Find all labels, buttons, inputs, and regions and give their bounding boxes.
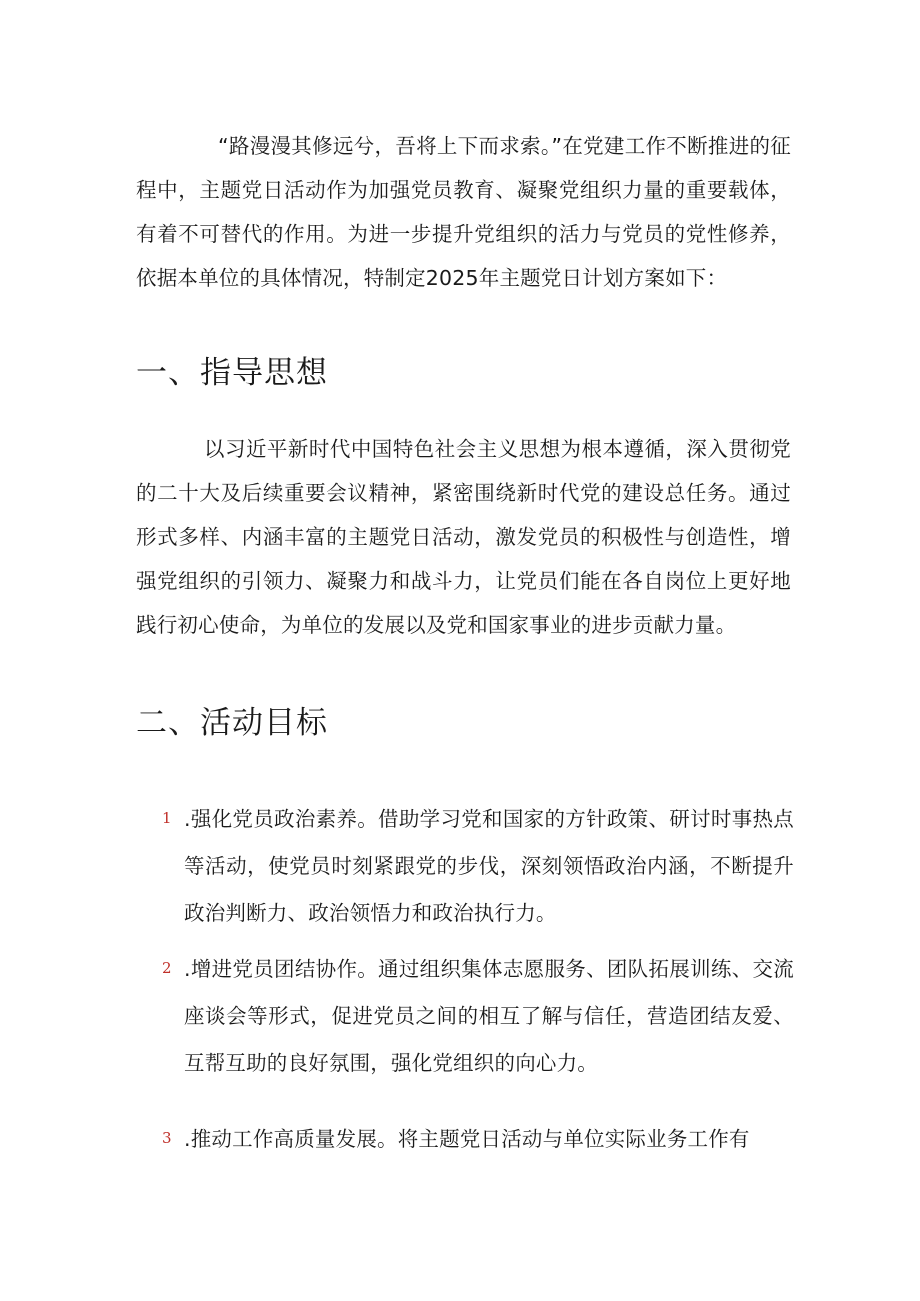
list-item-text: .推动工作高质量发展。将主题党日活动与单位实际业务工作有 xyxy=(184,1127,750,1151)
section-heading-guiding-ideology: 一、指导思想 xyxy=(136,355,328,391)
list-item-text: .强化党员政治素养。借助学习党和国家的方针政策、研讨时事热点等活动，使党员时刻紧跟党的步伐，深刻领悟政治内涵，不断提升政治判断力、政治领悟力和政治执行力。 xyxy=(184,807,794,925)
section-heading-activity-goals: 二、活动目标 xyxy=(136,705,328,741)
list-item-text: .增进党员团结协作。通过组织集体志愿服务、团队拓展训练、交流座谈会等形式，促进党员之间的相互了解与信任，营造团结友爱、互帮互助的良好氛围，强化党组织的向心力。 xyxy=(184,957,794,1075)
intro-paragraph: “路漫漫其修远兮，吾将上下而求索。”在党建工作不断推进的征程中，主题党日活动作为加强党员教育、凝聚党组织力量的重要载体，有着不可替代的作用。为进一步提升党组织的活力与党员的党性修养，依据本单位的具体情况，特制定2025年主题党日计划方案如下： xyxy=(136,134,791,290)
list-item-number: 1 xyxy=(162,809,172,827)
list-item-number: 2 xyxy=(162,959,172,977)
guiding-ideology-paragraph: 以习近平新时代中国特色社会主义思想为根本遵循，深入贯彻党的二十大及后续重要会议精神，紧密围绕新时代党的建设总任务。通过形式多样、内涵丰富的主题党日活动，激发党员的积极性与创造性，增强党组织的引领力、凝聚力和战斗力，让党员们能在各自岗位上更好地践行初心使命，为单位的发展以及党和国家事业的进步贡献力量。 xyxy=(136,437,791,637)
list-item-number: 3 xyxy=(162,1129,172,1147)
